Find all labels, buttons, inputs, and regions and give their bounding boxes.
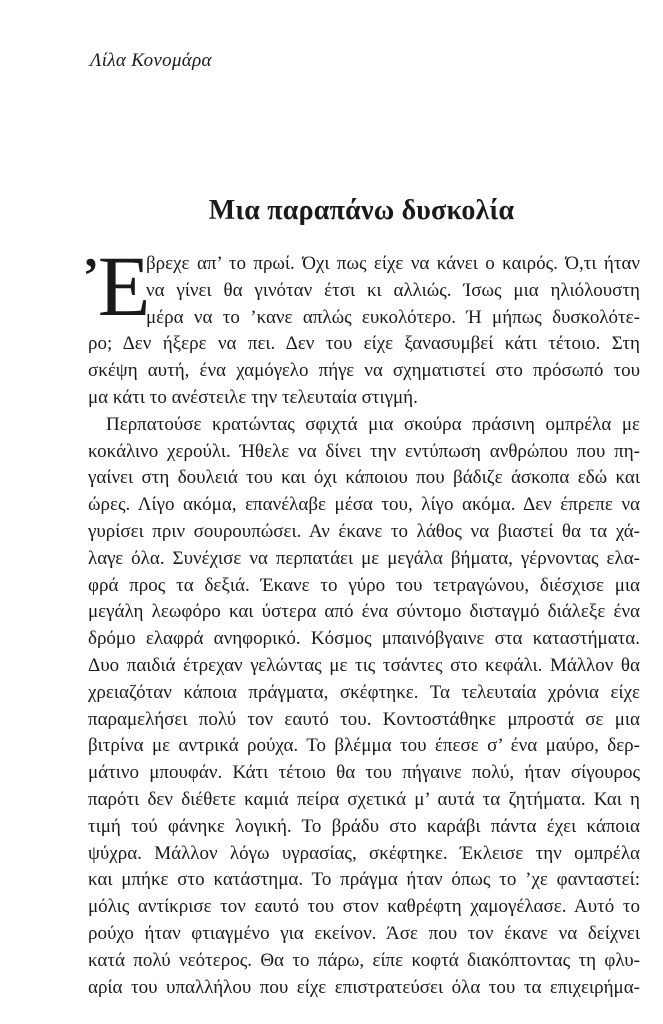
text-line: ρο; Δεν ήξερε να πει. Δεν του είχε ξανασυμβεί κάτι τέτοιο. Στη [88,333,640,355]
text-line: μάτινο μπουφάν. Κάτι τέτοιο θα του πήγαινε πολύ, ήταν σίγουρος [88,762,640,784]
text-line: μόλις αντίκρισε τον εαυτό του στον καθρέφτη χαμογέλασε. Αυτό το [88,896,640,918]
text-line: σκέψη αυτή, ένα χαμόγελο πήγε να σχηματιστεί στο πρόσωπό του [88,360,640,382]
text-line: παρότι δεν διέθετε καμιά πείρα σχετικά μ’ αυτά τα ζητήματα. Και η [88,788,640,810]
text-line: ψύχρα. Μάλλον λόγω υγρασίας, σκέφτηκε. Έκλεισε την ομπρέλα [88,842,640,864]
text-line: φρά προς τα δεξιά. Έκανε το γύρο του τετραγώνου, διέσχισε μια [88,574,640,596]
text-line: τιμή τού φάνηκε λογική. Το βράδυ στο καράβι πάντα έχει κάποια [88,815,640,837]
author-name: Λίλα Κονομάρα [90,50,212,71]
text-line: να γίνει θα γινόταν έτσι κι αλλιώς. Ίσως μια ηλιόλουστη [146,279,640,301]
text-line: βρεχε απ’ το πρωί. Όχι πως είχε να κάνει ο καιρός. Ό,τι ήταν [146,253,640,274]
text-line: κατά πολύ νεότερος. Θα το πάρω, είπε κοφτά διακόπτοντας τη φλυ- [88,949,640,971]
text-line: λαγε όλα. Συνέχισε να περπατάει με μεγάλα βήματα, γέρνοντας ελα- [88,547,640,569]
text-line: μέρα να το ’κανε απλώς ευκολότερο. Ή μήπως δυσκολότε- [146,306,640,328]
text-line: δρόμο ελαφρά ανηφορικό. Κόσμος μπαινόβγαινε στα καταστήματα. [88,628,640,650]
text-line: βιτρίνα με αντρικά ρούχα. Το βλέμμα του έπεσε σ’ ένα μαύρο, δερ- [88,735,640,757]
text-line: κοκάλινο χερούλι. Ήθελε να δίνει την εντύπωση ανθρώπου που πη- [88,440,640,462]
text-line: παραμελήσει πολύ τον εαυτό του. Κοντοστάθηκε μπροστά σε μια [88,708,640,730]
drop-cap: Ἐ [86,238,151,334]
story-body [86,238,640,1001]
text-line: μεγάλη λεωφόρο και ύστερα από ένα σύντομο δισταγμό διάλεξε ένα [88,601,640,623]
story-title: Μια παραπάνω δυσκολία [208,195,515,226]
text-line: Δυο παιδιά έτρεχαν γελώντας με τις τσάντες στο κεφάλι. Μάλλον θα [88,654,640,676]
text-line: χρειαζόταν κάποια πράγματα, σκέφτηκε. Τα τελευταία χρόνια είχε [88,681,640,703]
text-line: μα κάτι το ανέστειλε την τελευταία στιγμή. [88,386,418,408]
text-line: Περπατούσε κρατώντας σφιχτά μια σκούρα πράσινη ομπρέλα με [106,413,640,435]
text-line: γυρίσει πριν σουρουπώσει. Αν έκανε το λάθος να βιαστεί θα τα χά- [88,520,640,542]
text-line: αρία του υπαλλήλου που είχε επιστρατεύσει όλα του τα επιχειρήμα- [88,976,640,998]
text-line: και μπήκε στο κατάστημα. Το πράγμα ήταν όπως το ’χε φανταστεί: [88,869,640,891]
text-line: ώρες. Λίγο ακόμα, επανέλαβε μέσα του, λίγο ακόμα. Δεν έπρεπε να [88,494,640,516]
text-line: γαίνει στη δουλειά του και όχι κάποιου που βάδιζε άσκοπα εδώ και [88,467,640,489]
text-line: ρούχο ήταν φτιαγμένο για εκείνον. Άσε που τον έκανε να δείχνει [88,922,640,944]
